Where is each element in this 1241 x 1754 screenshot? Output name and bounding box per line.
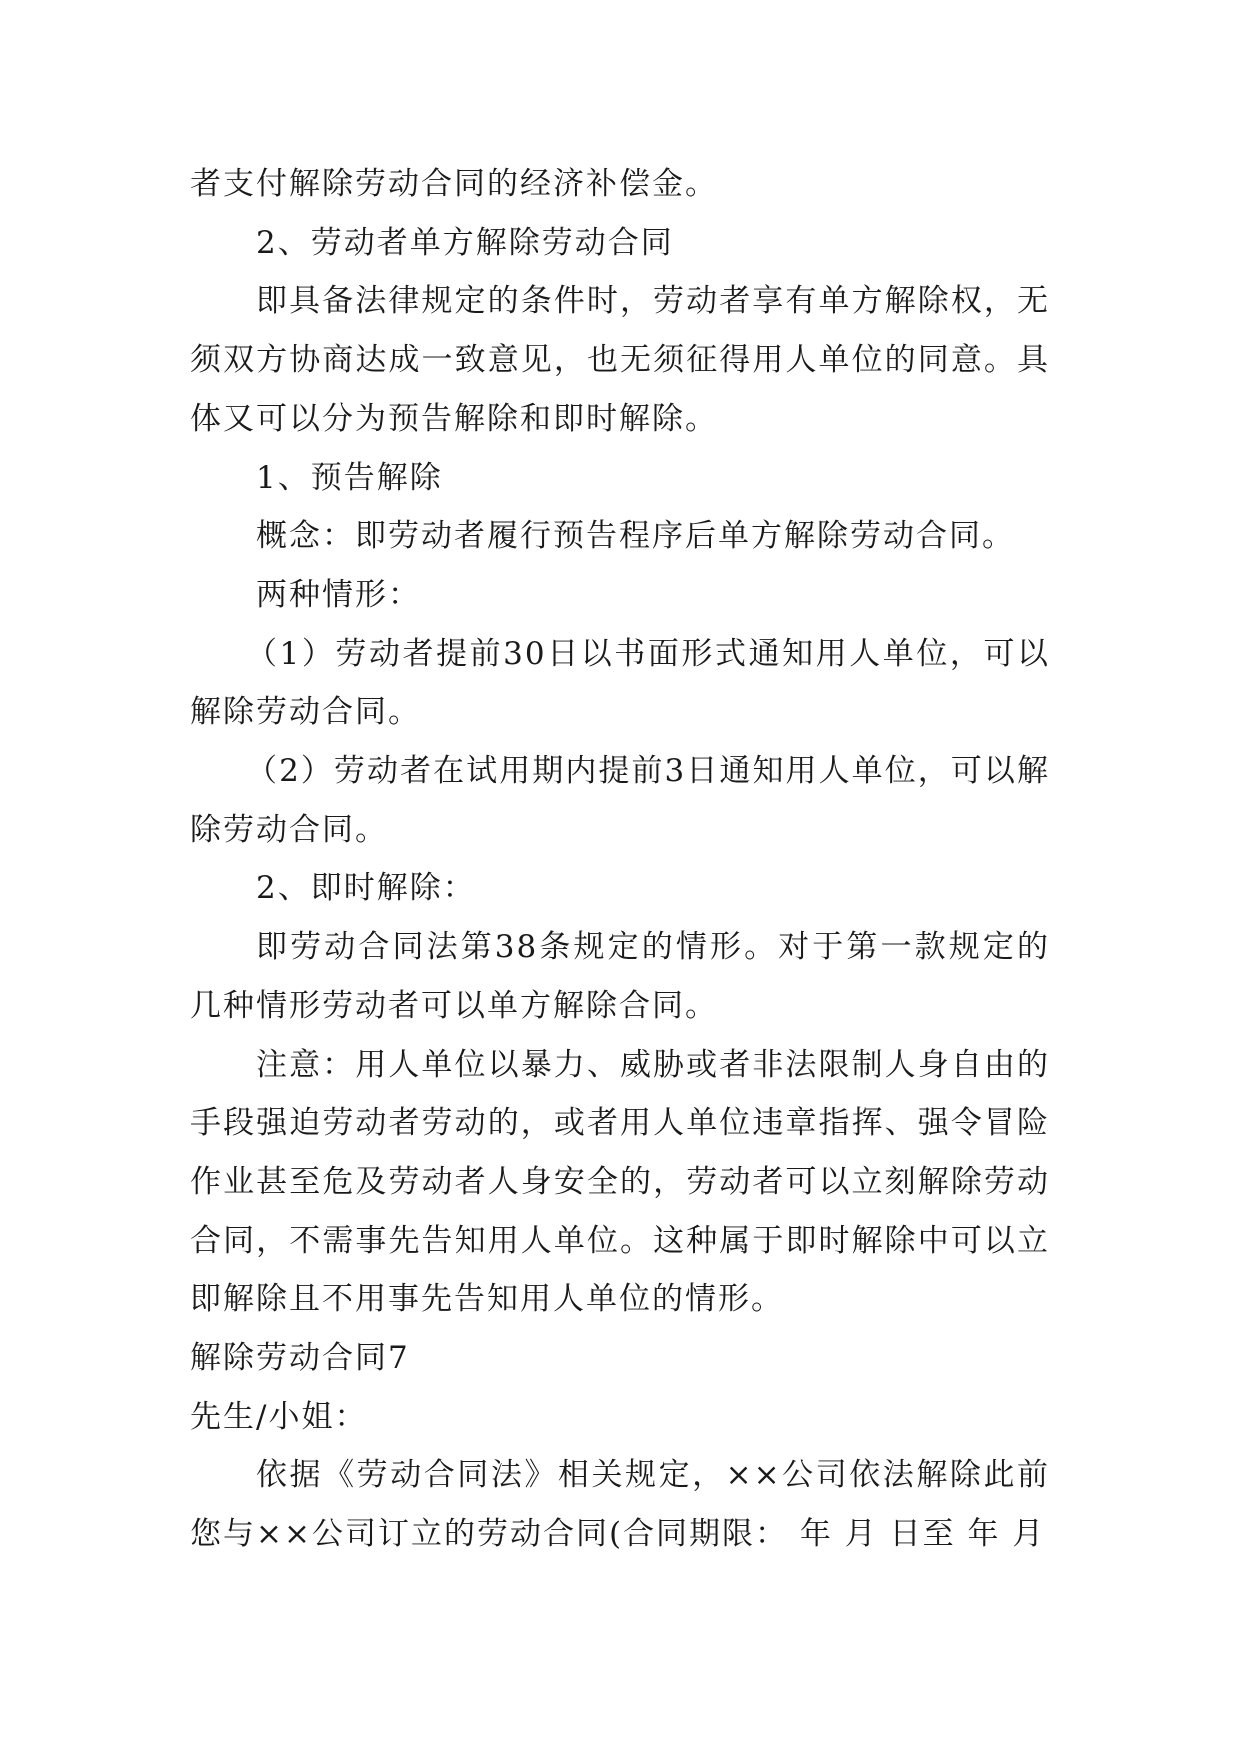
document-body (190, 155, 1050, 1564)
paragraph: 概念：即劳动者履行预告程序后单方解除劳动合同。 (256, 518, 1015, 555)
paragraph: 依据《劳动合同法》相关规定，××公司依法解除此前您与××公司订立的劳动合同(合同期限： 年 月 日至 年 月 (190, 1457, 1050, 1553)
document-title: 解除劳动合同7 (190, 1340, 410, 1377)
paragraph: 即劳动合同法第38条规定的情形。对于第一款规定的几种情形劳动者可以单方解除合同。 (190, 929, 1050, 1024)
section-heading: 2、劳动者单方解除劳动合同 (256, 224, 674, 261)
paragraph: 两种情形： (256, 576, 421, 613)
section-heading: 1、预告解除 (256, 459, 443, 496)
paragraph: 者支付解除劳动合同的经济补偿金。 (190, 166, 718, 202)
salutation: 先生/小姐： (190, 1398, 368, 1435)
paragraph: 注意：用人单位以暴力、威胁或者非法限制人身自由的手段强迫劳动者劳动的，或者用人单位违章指挥、强令冒险作业甚至危及劳动者人身安全的，劳动者可以立刻解除劳动合同，不需事先告知用人单位。这种属于即时解除中可以立即解除且不用事先告知用人单位的情形。 (190, 1046, 1050, 1318)
list-item: （2）劳动者在试用期内提前3日通知用人单位，可以解除劳动合同。 (190, 753, 1050, 848)
list-item: （1）劳动者提前30日以书面形式通知用人单位，可以解除劳动合同。 (190, 635, 1050, 731)
section-heading: 2、即时解除： (256, 870, 476, 907)
paragraph: 即具备法律规定的条件时，劳动者享有单方解除权，无须双方协商达成一致意见，也无须征得用人单位的同意。具体又可以分为预告解除和即时解除。 (190, 283, 1050, 437)
